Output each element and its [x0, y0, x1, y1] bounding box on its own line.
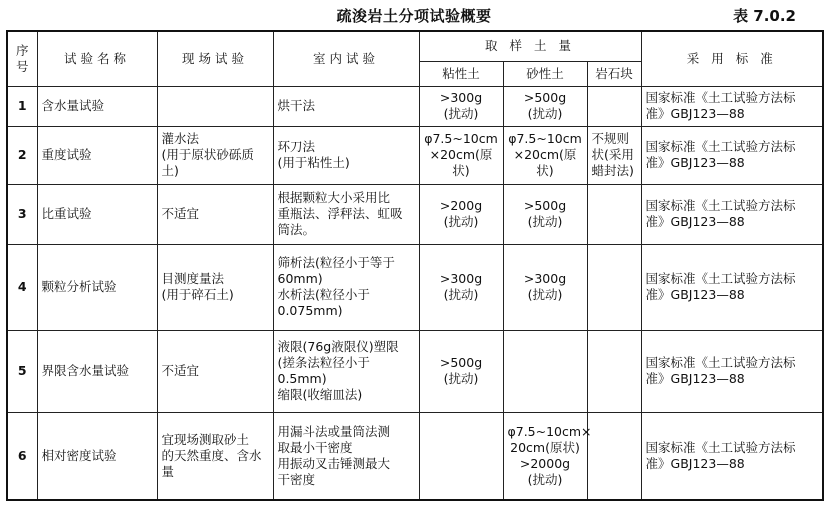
- cell-line: 的天然重度、含水: [161, 447, 262, 463]
- header-sample: 取 样 土 量: [419, 31, 641, 61]
- cell-lab-test: [273, 86, 419, 126]
- header-standard: 采 用 标 准: [641, 31, 823, 86]
- cell-rock-sample: [587, 184, 641, 244]
- cell-line: 液限(76g液限仪)塑限: [277, 339, 399, 354]
- header-field: 现场试验: [157, 31, 273, 86]
- cell-line: 不规则: [591, 131, 630, 146]
- cell-line: >300g: [523, 271, 567, 286]
- cell-line: (扰动): [443, 106, 479, 121]
- cell-field-test: [157, 126, 273, 184]
- cell-line: 根据颗粒大小采用比: [277, 190, 391, 205]
- header-sand: 砂性土: [503, 61, 587, 86]
- cell-line: 0.075mm): [277, 303, 343, 318]
- cell-line: 取最小干密度: [277, 439, 353, 455]
- cell-line: ×20cm(原状): [513, 147, 577, 178]
- cell-line: 目测度量法: [161, 271, 225, 286]
- cell-line: (扰动): [527, 287, 563, 302]
- cell-line: 土): [161, 163, 179, 178]
- cell-lab-test: [273, 184, 419, 244]
- cell-clay-sample: [419, 184, 503, 244]
- cell-standard: [641, 244, 823, 330]
- cell-line: 0.5mm): [277, 371, 327, 386]
- header-name: 试验名称: [37, 31, 157, 86]
- cell-standard: [641, 184, 823, 244]
- cell-line: 状(采用: [591, 147, 634, 162]
- cell-line: (用于粘性土): [277, 155, 350, 170]
- cell-line: >500g: [523, 90, 567, 105]
- cell-line: 准》GBJ123—88: [645, 155, 745, 170]
- cell-line: 国家标准《土工试验方法标: [645, 355, 796, 370]
- cell-lab-test: [273, 244, 419, 330]
- cell-test-name: 颗粒分析试验: [37, 244, 157, 330]
- cell-line: 国家标准《土工试验方法标: [645, 198, 796, 213]
- cell-test-name: 界限含水量试验: [37, 330, 157, 412]
- cell-line: 宜现场测取砂土: [161, 431, 250, 447]
- cell-sand-sample: [503, 86, 587, 126]
- cell-line: 不适宜: [161, 363, 200, 378]
- cell-clay-sample: [419, 412, 503, 500]
- cell-line: 20cm(原状): [510, 439, 580, 455]
- cell-line: 准》GBJ123—88: [645, 214, 745, 229]
- cell-field-test: [157, 330, 273, 412]
- cell-seq: 6: [7, 412, 37, 500]
- cell-line: 不适宜: [161, 206, 200, 221]
- cell-line: 国家标准《土工试验方法标: [645, 439, 796, 455]
- cell-line: (扰动): [527, 106, 563, 121]
- cell-line: 用振动叉击锤测最大: [277, 455, 391, 471]
- cell-line: 准》GBJ123—88: [645, 287, 745, 302]
- cell-line: 烘干法: [277, 98, 316, 113]
- cell-field-test: [157, 184, 273, 244]
- cell-standard: [641, 86, 823, 126]
- cell-sand-sample: [503, 412, 592, 500]
- cell-rock-sample: [587, 330, 641, 412]
- cell-standard: [641, 126, 823, 184]
- cell-line: 蜡封法): [591, 163, 634, 178]
- cell-test-name: 比重试验: [37, 184, 157, 244]
- cell-clay-sample: [419, 126, 503, 184]
- cell-line: 准》GBJ123—88: [645, 455, 745, 471]
- cell-line: >200g: [439, 198, 483, 213]
- cell-lab-test: [273, 330, 419, 412]
- cell-seq: 3: [7, 184, 37, 244]
- cell-seq: 2: [7, 126, 37, 184]
- cell-seq: 5: [7, 330, 37, 412]
- test-summary-table: [6, 30, 824, 501]
- cell-sand-sample: [503, 330, 587, 412]
- cell-line: >2000g: [519, 455, 571, 471]
- cell-test-name: 含水量试验: [37, 86, 157, 126]
- cell-standard: [641, 330, 823, 412]
- table-row: [7, 244, 823, 330]
- header-clay: 粘性土: [419, 61, 503, 86]
- cell-line: 准》GBJ123—88: [645, 106, 745, 121]
- cell-line: >500g: [439, 355, 483, 370]
- header-lab: 室内试验: [273, 31, 419, 86]
- cell-seq: 1: [7, 86, 37, 126]
- table-row: [7, 184, 823, 244]
- cell-line: (用于碎石土): [161, 287, 234, 302]
- cell-line: (扰动): [527, 471, 563, 487]
- table-row: [7, 126, 823, 184]
- cell-rock-sample: [587, 126, 641, 184]
- header-rock: 岩石块: [587, 61, 641, 86]
- cell-line: 灌水法: [161, 131, 200, 146]
- cell-standard: [641, 412, 823, 500]
- cell-line: >300g: [439, 90, 483, 105]
- cell-lab-test: [273, 412, 419, 500]
- cell-line: 60mm): [277, 271, 323, 286]
- cell-lab-test: [273, 126, 419, 184]
- cell-line: (扰动): [443, 371, 479, 386]
- table-number: 表 7.0.2: [733, 7, 796, 25]
- cell-line: >300g: [439, 271, 483, 286]
- cell-line: (用于原状砂砾质: [161, 147, 254, 162]
- cell-clay-sample: [419, 86, 503, 126]
- cell-sand-sample: [503, 184, 587, 244]
- header-seq: 序号: [7, 31, 37, 86]
- table-row: [7, 330, 823, 412]
- cell-line: 国家标准《土工试验方法标: [645, 271, 796, 286]
- cell-clay-sample: [419, 244, 503, 330]
- cell-seq: 4: [7, 244, 37, 330]
- table-row: [7, 86, 823, 126]
- cell-line: 干密度: [277, 471, 316, 487]
- cell-line: 国家标准《土工试验方法标: [645, 90, 796, 105]
- cell-clay-sample: [419, 330, 503, 412]
- table-row: [7, 412, 823, 500]
- cell-field-test: [157, 86, 273, 126]
- cell-line: 准》GBJ123—88: [645, 371, 745, 386]
- cell-rock-sample: [587, 86, 641, 126]
- cell-line: 筒法。: [277, 222, 316, 237]
- cell-field-test: [157, 412, 273, 500]
- cell-line: >500g: [523, 198, 567, 213]
- cell-line: (扰动): [527, 214, 563, 229]
- cell-line: 国家标准《土工试验方法标: [645, 139, 796, 154]
- cell-line: φ7.5~10cm: [424, 131, 498, 146]
- cell-line: (扰动): [443, 287, 479, 302]
- cell-line: ×20cm(原状): [429, 147, 493, 178]
- cell-line: 量: [161, 463, 175, 479]
- cell-sand-sample: [503, 244, 587, 330]
- cell-line: 用漏斗法或量筒法测: [277, 423, 391, 439]
- cell-line: 重瓶法、浮秤法、虹吸: [277, 206, 403, 221]
- cell-rock-sample: [587, 412, 641, 500]
- cell-field-test: [157, 244, 273, 330]
- cell-line: φ7.5~10cm×: [507, 423, 592, 439]
- cell-rock-sample: [587, 244, 641, 330]
- cell-test-name: 相对密度试验: [37, 412, 157, 500]
- cell-line: 环刀法: [277, 139, 316, 154]
- cell-line: (扰动): [443, 214, 479, 229]
- cell-line: 缩限(收缩皿法): [277, 387, 363, 402]
- cell-line: 筛析法(粒径小于等于: [277, 255, 395, 270]
- cell-test-name: 重度试验: [37, 126, 157, 184]
- cell-line: 水析法(粒径小于: [277, 287, 370, 302]
- cell-line: φ7.5~10cm: [508, 131, 582, 146]
- cell-line: (搓条法粒径小于: [277, 355, 370, 370]
- table-title: 疏浚岩土分项试验概要: [336, 7, 492, 25]
- cell-sand-sample: [503, 126, 587, 184]
